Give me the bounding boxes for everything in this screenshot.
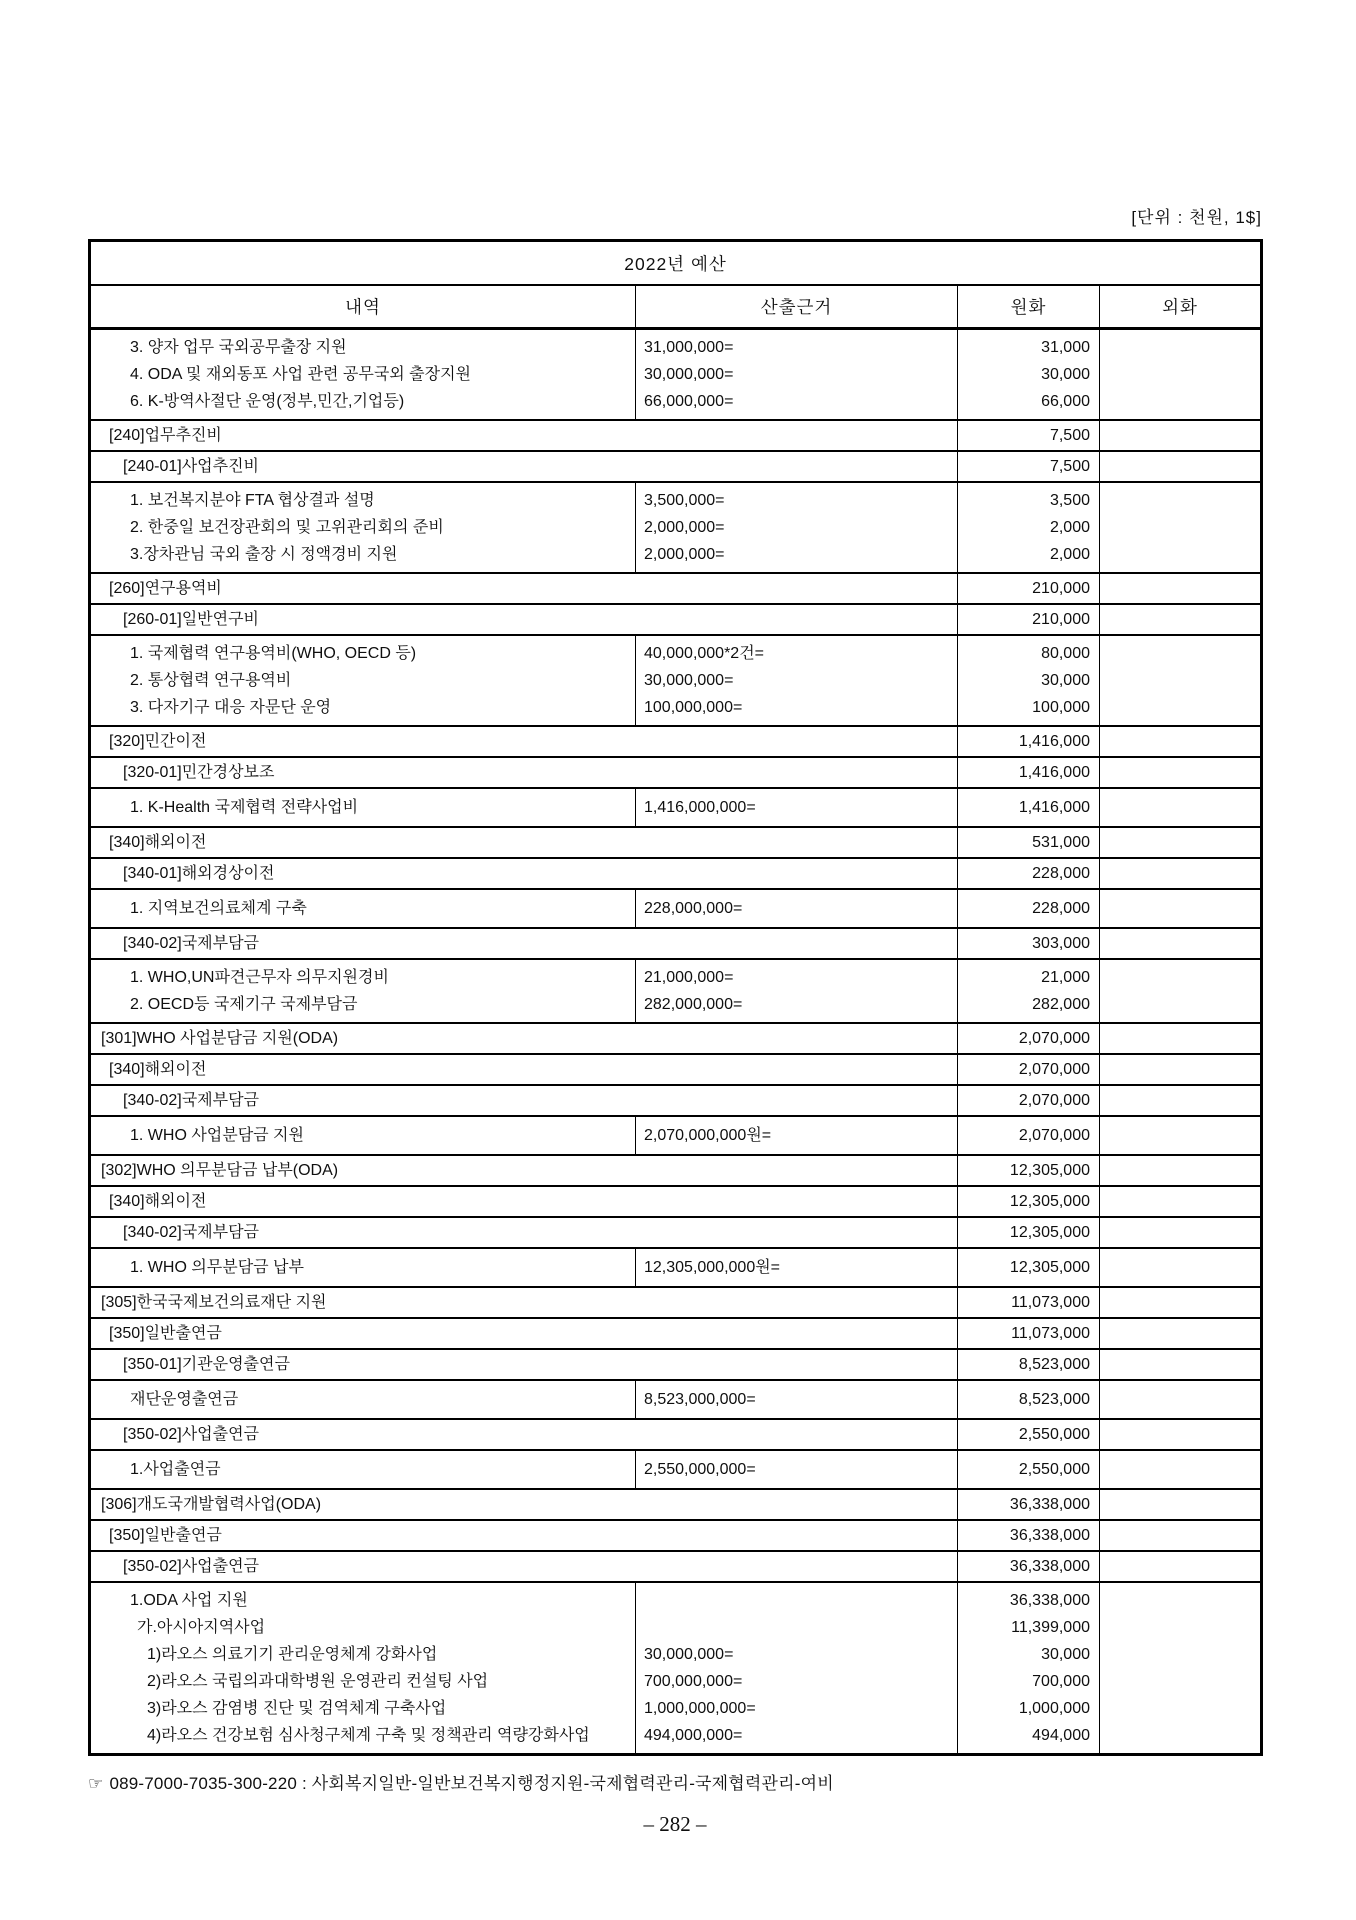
detail-cell: 4)라오스 건강보험 심사청구체계 구축 및 정책관리 역량강화사업 xyxy=(90,1722,636,1755)
item-row xyxy=(90,329,1262,362)
won-cell: 30,000 xyxy=(958,1641,1100,1668)
detail-cell: 2)라오스 국립의과대학병원 운영관리 컨설팅 사업 xyxy=(147,1673,489,1690)
detail-cell: 1. 국제협력 연구용역비(WHO, OECD 등) xyxy=(130,645,417,662)
foreign-cell xyxy=(1100,1349,1262,1380)
detail-cell: [340-02]국제부담금 xyxy=(90,928,958,959)
foreign-cell xyxy=(1100,1318,1262,1349)
calc-cell: 30,000,000= xyxy=(636,667,958,694)
won-cell: 303,000 xyxy=(958,928,1100,959)
calc-cell: 30,000,000= xyxy=(636,1641,958,1668)
section-row xyxy=(90,1085,1262,1116)
won-cell: 3,500 xyxy=(958,482,1100,514)
detail-cell: [240]업무추진비 xyxy=(90,420,958,451)
calc-cell: 1,416,000,000= xyxy=(636,788,958,827)
detail-cell: 3. 양자 업무 국외공무출장 지원 xyxy=(130,339,347,356)
calc-cell: 31,000,000= xyxy=(636,329,958,362)
won-cell: 8,523,000 xyxy=(958,1349,1100,1380)
won-cell: 7,500 xyxy=(958,451,1100,482)
foreign-cell xyxy=(1100,541,1262,573)
section-row xyxy=(90,420,1262,451)
detail-cell: 1.사업출연금 xyxy=(90,1450,636,1489)
section-row xyxy=(90,757,1262,788)
section-row xyxy=(90,451,1262,482)
won-cell: 210,000 xyxy=(958,604,1100,635)
detail-cell: [340-02]국제부담금 xyxy=(90,1217,958,1248)
section-row xyxy=(90,827,1262,858)
won-cell: 531,000 xyxy=(958,827,1100,858)
won-cell: 30,000 xyxy=(958,667,1100,694)
won-cell: 210,000 xyxy=(958,573,1100,604)
won-cell: 30,000 xyxy=(958,361,1100,388)
won-cell: 12,305,000 xyxy=(958,1155,1100,1186)
table-title: 2022년 예산 xyxy=(90,241,1262,286)
detail-cell: [306]개도국개발협력사업(ODA) xyxy=(90,1489,958,1520)
item-row xyxy=(90,1582,1262,1614)
won-cell: 36,338,000 xyxy=(958,1582,1100,1614)
column-header-won: 원화 xyxy=(958,285,1100,329)
section-row xyxy=(90,1155,1262,1186)
foreign-cell xyxy=(1100,694,1262,726)
won-cell: 700,000 xyxy=(958,1668,1100,1695)
detail-cell: 1. K-Health 국제협력 전략사업비 xyxy=(90,788,636,827)
section-row xyxy=(90,1349,1262,1380)
detail-cell: [260]연구용역비 xyxy=(90,573,958,604)
item-row xyxy=(90,1248,1262,1287)
won-cell: 12,305,000 xyxy=(958,1248,1100,1287)
won-cell: 12,305,000 xyxy=(958,1186,1100,1217)
detail-cell: [350]일반출연금 xyxy=(90,1520,958,1551)
won-cell: 100,000 xyxy=(958,694,1100,726)
calc-cell: 3,500,000= xyxy=(636,482,958,514)
item-row xyxy=(90,1695,1262,1722)
calc-cell: 8,523,000,000= xyxy=(636,1380,958,1419)
section-row xyxy=(90,928,1262,959)
table-body xyxy=(90,329,1262,1755)
section-row xyxy=(90,1023,1262,1054)
unit-label: [단위 : 천원, 1$] xyxy=(1131,208,1262,227)
section-row xyxy=(90,1217,1262,1248)
item-row xyxy=(90,788,1262,827)
won-cell: 2,070,000 xyxy=(958,1054,1100,1085)
won-cell: 1,416,000 xyxy=(958,788,1100,827)
detail-cell: 2. OECD등 국제기구 국제부담금 xyxy=(90,991,636,1023)
detail-cell: [320]민간이전 xyxy=(90,726,958,757)
calc-cell: 1,000,000,000= xyxy=(636,1695,958,1722)
foreign-cell xyxy=(1100,1520,1262,1551)
page-number: – 282 – xyxy=(643,1812,707,1836)
won-cell: 2,000 xyxy=(958,541,1100,573)
detail-cell: [340]해외이전 xyxy=(90,827,958,858)
foreign-cell xyxy=(1100,889,1262,928)
won-cell: 228,000 xyxy=(958,889,1100,928)
item-row xyxy=(90,1116,1262,1155)
won-cell: 36,338,000 xyxy=(958,1551,1100,1582)
section-row xyxy=(90,1287,1262,1318)
foreign-cell xyxy=(1100,1380,1262,1419)
detail-cell: 2. 통상협력 연구용역비 xyxy=(130,672,292,689)
column-header-foreign: 외화 xyxy=(1100,285,1262,329)
detail-cell: 4. ODA 및 재외동포 사업 관련 공무국외 출장지원 xyxy=(130,366,472,383)
foreign-cell xyxy=(1100,1489,1262,1520)
foreign-cell xyxy=(1100,788,1262,827)
foreign-cell xyxy=(1100,1614,1262,1641)
detail-cell: [301]WHO 사업분담금 지원(ODA) xyxy=(90,1023,958,1054)
foreign-cell xyxy=(1100,1217,1262,1248)
detail-cell: [305]한국국제보건의료재단 지원 xyxy=(90,1287,958,1318)
detail-cell: [350-02]사업출연금 xyxy=(90,1551,958,1582)
won-cell: 21,000 xyxy=(958,959,1100,991)
won-cell: 11,073,000 xyxy=(958,1318,1100,1349)
won-cell: 282,000 xyxy=(958,991,1100,1023)
detail-cell: 1. WHO 사업분담금 지원 xyxy=(90,1116,636,1155)
foreign-cell xyxy=(1100,1054,1262,1085)
foreign-cell xyxy=(1100,1582,1262,1614)
calc-cell: 12,305,000,000원= xyxy=(636,1248,958,1287)
detail-cell: 1. 지역보건의료체계 구축 xyxy=(90,889,636,928)
won-cell: 2,550,000 xyxy=(958,1419,1100,1450)
foreign-cell xyxy=(1100,1722,1262,1755)
section-row xyxy=(90,726,1262,757)
detail-cell: 3)라오스 감염병 진단 및 검역체계 구축사업 xyxy=(147,1700,447,1717)
detail-cell: [302]WHO 의무분담금 납부(ODA) xyxy=(90,1155,958,1186)
detail-cell: [350]일반출연금 xyxy=(90,1318,958,1349)
foreign-cell xyxy=(1100,827,1262,858)
detail-cell: [240-01]사업추진비 xyxy=(90,451,958,482)
detail-cell: [340]해외이전 xyxy=(90,1054,958,1085)
item-row xyxy=(90,1668,1262,1695)
won-cell: 36,338,000 xyxy=(958,1489,1100,1520)
section-row xyxy=(90,1551,1262,1582)
item-row xyxy=(90,1450,1262,1489)
detail-cell: [260-01]일반연구비 xyxy=(90,604,958,635)
foreign-cell xyxy=(1100,1695,1262,1722)
foreign-cell xyxy=(1100,635,1262,667)
foreign-cell xyxy=(1100,757,1262,788)
item-row xyxy=(90,514,1262,541)
won-cell: 11,399,000 xyxy=(958,1614,1100,1641)
won-cell: 7,500 xyxy=(958,420,1100,451)
detail-cell: [350-01]기관운영출연금 xyxy=(90,1349,958,1380)
item-row xyxy=(90,635,1262,667)
calc-cell: 21,000,000= xyxy=(636,959,958,991)
detail-cell: [340-01]해외경상이전 xyxy=(90,858,958,889)
column-header-detail: 내역 xyxy=(90,285,636,329)
foreign-cell xyxy=(1100,482,1262,514)
detail-cell: 1. WHO,UN파견근무자 의무지원경비 xyxy=(130,969,389,986)
table-header-row xyxy=(90,285,1262,329)
won-cell: 8,523,000 xyxy=(958,1380,1100,1419)
foreign-cell xyxy=(1100,959,1262,991)
foreign-cell xyxy=(1100,420,1262,451)
detail-cell: 1)라오스 의료기기 관리운영체계 강화사업 xyxy=(147,1646,438,1663)
foreign-cell xyxy=(1100,388,1262,420)
detail-cell: 가.아시아지역사업 xyxy=(137,1619,266,1636)
item-row xyxy=(90,1722,1262,1755)
foreign-cell xyxy=(1100,1668,1262,1695)
won-cell: 1,416,000 xyxy=(958,726,1100,757)
foreign-cell xyxy=(1100,361,1262,388)
foreign-cell xyxy=(1100,858,1262,889)
calc-cell: 30,000,000= xyxy=(636,361,958,388)
detail-cell: 3.장차관님 국외 출장 시 정액경비 지원 xyxy=(90,541,636,573)
foreign-cell xyxy=(1100,514,1262,541)
won-cell: 12,305,000 xyxy=(958,1217,1100,1248)
item-row xyxy=(90,889,1262,928)
section-row xyxy=(90,573,1262,604)
detail-cell: 1. WHO 의무분담금 납부 xyxy=(90,1248,636,1287)
won-cell: 66,000 xyxy=(958,388,1100,420)
won-cell: 2,550,000 xyxy=(958,1450,1100,1489)
detail-cell: 6. K-방역사절단 운영(정부,민간,기업등) xyxy=(90,388,636,420)
foreign-cell xyxy=(1100,329,1262,362)
section-row xyxy=(90,1186,1262,1217)
foreign-cell xyxy=(1100,1085,1262,1116)
section-row xyxy=(90,858,1262,889)
item-row xyxy=(90,959,1262,991)
section-row xyxy=(90,1318,1262,1349)
won-cell: 2,070,000 xyxy=(958,1023,1100,1054)
calc-cell: 2,000,000= xyxy=(636,514,958,541)
detail-cell: 3. 다자기구 대응 자문단 운영 xyxy=(90,694,636,726)
detail-cell: [340-02]국제부담금 xyxy=(90,1085,958,1116)
detail-cell: 1. 보건복지분야 FTA 협상결과 설명 xyxy=(130,492,375,509)
foreign-cell xyxy=(1100,451,1262,482)
table-title-row xyxy=(90,241,1262,286)
column-header-calc: 산출근거 xyxy=(636,285,958,329)
won-cell: 1,416,000 xyxy=(958,757,1100,788)
footnote xyxy=(88,1769,1262,1794)
pointing-hand-icon: ☞ xyxy=(88,1774,104,1793)
item-row xyxy=(90,388,1262,420)
item-row xyxy=(90,694,1262,726)
foreign-cell xyxy=(1100,604,1262,635)
section-row xyxy=(90,1489,1262,1520)
section-row xyxy=(90,1054,1262,1085)
calc-cell: 2,070,000,000원= xyxy=(636,1116,958,1155)
section-row xyxy=(90,1419,1262,1450)
calc-cell: 228,000,000= xyxy=(636,889,958,928)
won-cell: 2,070,000 xyxy=(958,1085,1100,1116)
item-row xyxy=(90,991,1262,1023)
section-row xyxy=(90,1520,1262,1551)
calc-cell xyxy=(636,1614,958,1641)
detail-cell: [320-01]민간경상보조 xyxy=(90,757,958,788)
item-row xyxy=(90,541,1262,573)
foreign-cell xyxy=(1100,1248,1262,1287)
item-row xyxy=(90,361,1262,388)
section-row xyxy=(90,604,1262,635)
foreign-cell xyxy=(1100,1155,1262,1186)
detail-cell: 1.ODA 사업 지원 xyxy=(130,1592,248,1609)
detail-cell: [340]해외이전 xyxy=(90,1186,958,1217)
won-cell: 31,000 xyxy=(958,329,1100,362)
calc-cell: 2,550,000,000= xyxy=(636,1450,958,1489)
foreign-cell xyxy=(1100,573,1262,604)
won-cell: 2,000 xyxy=(958,514,1100,541)
foreign-cell xyxy=(1100,1287,1262,1318)
detail-cell: 재단운영출연금 xyxy=(90,1380,636,1419)
foreign-cell xyxy=(1100,1450,1262,1489)
won-cell: 228,000 xyxy=(958,858,1100,889)
calc-cell: 2,000,000= xyxy=(636,541,958,573)
calc-cell: 494,000,000= xyxy=(636,1722,958,1755)
calc-cell: 66,000,000= xyxy=(636,388,958,420)
won-cell: 1,000,000 xyxy=(958,1695,1100,1722)
won-cell: 494,000 xyxy=(958,1722,1100,1755)
item-row xyxy=(90,482,1262,514)
item-row xyxy=(90,1641,1262,1668)
foreign-cell xyxy=(1100,726,1262,757)
detail-cell: [350-02]사업출연금 xyxy=(90,1419,958,1450)
foreign-cell xyxy=(1100,667,1262,694)
calc-cell: 40,000,000*2건= xyxy=(636,635,958,667)
foreign-cell xyxy=(1100,1116,1262,1155)
foreign-cell xyxy=(1100,1641,1262,1668)
item-row xyxy=(90,667,1262,694)
won-cell: 36,338,000 xyxy=(958,1520,1100,1551)
foreign-cell xyxy=(1100,1023,1262,1054)
item-row xyxy=(90,1614,1262,1641)
foreign-cell xyxy=(1100,1186,1262,1217)
budget-table xyxy=(88,239,1263,1756)
calc-cell: 100,000,000= xyxy=(636,694,958,726)
foreign-cell xyxy=(1100,928,1262,959)
footnote-text: 089-7000-7035-300-220 : 사회복지일반-일반보건복지행정지원-국제협력관리-국제협력관리-여비 xyxy=(109,1774,834,1793)
won-cell: 80,000 xyxy=(958,635,1100,667)
won-cell: 2,070,000 xyxy=(958,1116,1100,1155)
calc-cell xyxy=(636,1582,958,1614)
won-cell: 11,073,000 xyxy=(958,1287,1100,1318)
foreign-cell xyxy=(1100,1419,1262,1450)
calc-cell: 282,000,000= xyxy=(636,991,958,1023)
calc-cell: 700,000,000= xyxy=(636,1668,958,1695)
foreign-cell xyxy=(1100,991,1262,1023)
foreign-cell xyxy=(1100,1551,1262,1582)
item-row xyxy=(90,1380,1262,1419)
detail-cell: 2. 한중일 보건장관회의 및 고위관리회의 준비 xyxy=(130,519,444,536)
